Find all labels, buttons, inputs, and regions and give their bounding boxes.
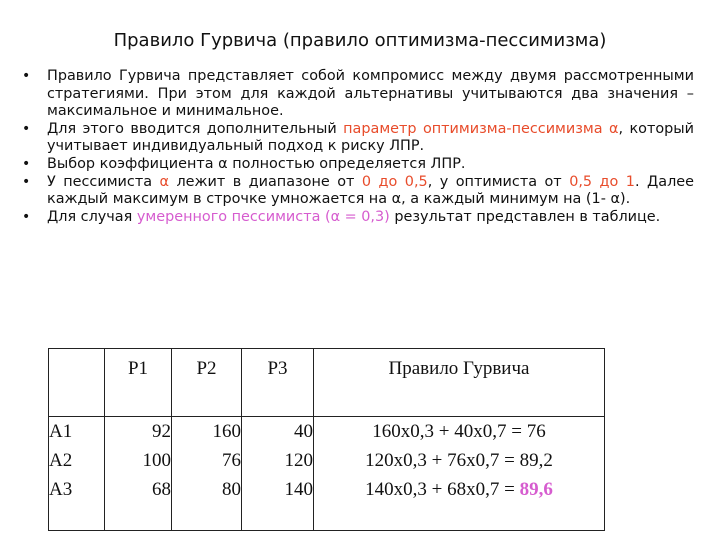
pessimist-range: 0 до 0,5 xyxy=(361,173,428,190)
best-result: 89,6 xyxy=(519,479,553,500)
moderate-pessimist-highlight: умеренного пессимиста (α = 0,3) xyxy=(136,208,390,225)
bullet-4-text-d: . Далее каждый максимум в строчке умножается на α, а каждый минимум на (1- α). xyxy=(47,173,694,208)
bullet-3-text: Выбор коэффициента α полностью определяется ЛПР. xyxy=(47,155,466,172)
header-p2: P2 xyxy=(172,349,242,417)
bullet-4-text-a: У пессимиста xyxy=(47,173,160,190)
p2-a2: 76 xyxy=(222,450,241,471)
bullet-5-text-pre: Для случая xyxy=(47,208,137,225)
row-label-a2: A2 xyxy=(49,450,73,471)
p2-a1: 160 xyxy=(212,421,241,442)
bullet-5-text-post: результат представлен в таблице. xyxy=(389,208,661,225)
alternatives-cell xyxy=(49,417,105,531)
bullet-list xyxy=(22,68,694,226)
header-corner xyxy=(49,349,105,417)
p1-a1: 92 xyxy=(152,421,171,442)
bullet-4 xyxy=(22,174,694,209)
bullet-1 xyxy=(22,68,694,121)
bullet-2-text-post: , который учитывает индивидуальный подход к риску ЛПР. xyxy=(47,120,694,155)
optimist-range: 0,5 до 1 xyxy=(569,173,635,190)
p2-a3: 80 xyxy=(222,479,241,500)
hurwicz-cell xyxy=(314,417,605,531)
p1-cell xyxy=(105,417,172,531)
p3-a1: 40 xyxy=(294,421,313,442)
header-p1: P1 xyxy=(105,349,172,417)
bullet-2 xyxy=(22,121,694,156)
header-hurwicz-rule: Правило Гурвича xyxy=(314,349,605,417)
formula-a3-line xyxy=(314,475,604,504)
formula-a3: 140x0,3 + 68x0,7 = xyxy=(365,479,520,500)
row-label-a1: A1 xyxy=(49,421,73,442)
alpha-highlight: α xyxy=(159,173,169,190)
bullet-1-text: Правило Гурвича представляет собой компромисс между двумя рассмотренными стратегиями. При этом для каждой альтернативы учитываются два значения – максимальное и минимальное. xyxy=(47,68,694,120)
formula-a1: 160x0,3 + 40x0,7 = 76 xyxy=(372,421,546,442)
p3-a3: 140 xyxy=(284,479,313,500)
table-body-row xyxy=(49,417,605,531)
bullet-4-text-c: , у оптимиста от xyxy=(427,173,570,190)
bullet-3 xyxy=(22,156,694,174)
formula-a2: 120x0,3 + 76x0,7 = 89,2 xyxy=(365,450,553,471)
bullet-5 xyxy=(22,209,694,227)
p3-a2: 120 xyxy=(284,450,313,471)
bullet-2-text-pre: Для этого вводится дополнительный xyxy=(47,120,344,137)
table-header-row xyxy=(49,349,605,417)
p1-a2: 100 xyxy=(142,450,171,471)
header-p3: P3 xyxy=(242,349,314,417)
hurwicz-table xyxy=(48,348,605,531)
p3-cell xyxy=(242,417,314,531)
parameter-highlight: параметр оптимизма-пессимизма α xyxy=(343,120,619,137)
p1-a3: 68 xyxy=(152,479,171,500)
bullet-4-text-b: лежит в диапазоне от xyxy=(169,173,362,190)
row-label-a3: A3 xyxy=(49,479,73,500)
slide-title: Правило Гурвича (правило оптимизма-пессимизма) xyxy=(113,30,607,51)
p2-cell xyxy=(172,417,242,531)
